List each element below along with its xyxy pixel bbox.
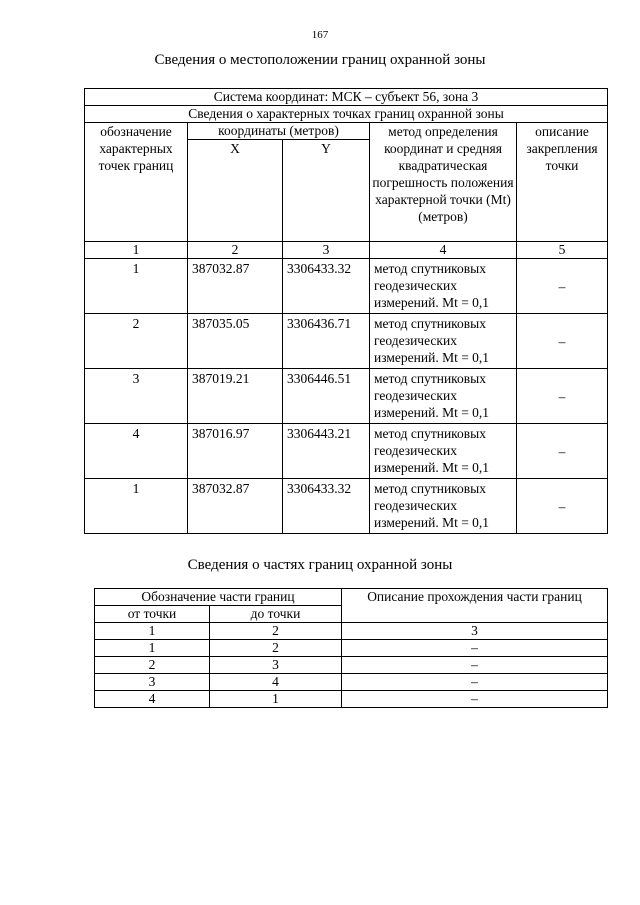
- page-number: 167: [311, 29, 329, 41]
- header-point: обозначение характерных точек границ: [85, 123, 188, 242]
- from-point: 2: [95, 657, 210, 674]
- col-number: 2: [210, 623, 342, 640]
- part-desc: –: [342, 674, 608, 691]
- col-number: 3: [342, 623, 608, 640]
- coord-x: 387032.87: [188, 259, 283, 314]
- to-point: 4: [210, 674, 342, 691]
- points-subheader: Сведения о характерных точках границ охранной зоны: [85, 106, 608, 123]
- coord-y: 3306443.21: [283, 424, 370, 479]
- point-number: 1: [85, 259, 188, 314]
- method: метод спутниковых геодезических измерений. Mt = 0,1: [370, 369, 517, 424]
- col-number: 2: [188, 242, 283, 259]
- table-row: [85, 314, 608, 369]
- coord-x: 387032.87: [188, 479, 283, 534]
- col-number: 1: [85, 242, 188, 259]
- to-point: 3: [210, 657, 342, 674]
- col-number: 1: [95, 623, 210, 640]
- coord-x: 387035.05: [188, 314, 283, 369]
- from-point: 1: [95, 640, 210, 657]
- coord-x: 387016.97: [188, 424, 283, 479]
- table-row: [85, 369, 608, 424]
- section2-title: Сведения о частях границ охранной зоны: [187, 557, 453, 573]
- header-method: метод определения координат и средняя квадратическая погрешность положения характерной точки (Mt) (метров): [370, 123, 517, 242]
- header-to: до точки: [210, 606, 342, 623]
- point-desc: –: [517, 479, 608, 534]
- from-point: 4: [95, 691, 210, 708]
- header-part: Обозначение части границ: [95, 589, 342, 606]
- boundary-parts-table: [94, 588, 608, 708]
- table-row: [95, 640, 608, 657]
- col-number: 5: [517, 242, 608, 259]
- coordinate-system: Система координат: МСК – субъект 56, зона 3: [85, 89, 608, 106]
- point-number: 2: [85, 314, 188, 369]
- point-number: 4: [85, 424, 188, 479]
- table-row: [95, 691, 608, 708]
- point-number: 1: [85, 479, 188, 534]
- table-row: [85, 424, 608, 479]
- point-desc: –: [517, 424, 608, 479]
- coord-y: 3306436.71: [283, 314, 370, 369]
- header-part-desc: Описание прохождения части границ: [342, 589, 608, 623]
- part-desc: –: [342, 691, 608, 708]
- header-y: Y: [283, 140, 370, 242]
- header-from: от точки: [95, 606, 210, 623]
- method: метод спутниковых геодезических измерений. Mt = 0,1: [370, 259, 517, 314]
- table-row: [95, 674, 608, 691]
- method: метод спутниковых геодезических измерений. Mt = 0,1: [370, 424, 517, 479]
- method: метод спутниковых геодезических измерений. Mt = 0,1: [370, 314, 517, 369]
- point-desc: –: [517, 369, 608, 424]
- part-desc: –: [342, 640, 608, 657]
- table-row: [85, 259, 608, 314]
- table-row: [85, 479, 608, 534]
- to-point: 2: [210, 640, 342, 657]
- header-x: X: [188, 140, 283, 242]
- col-number: 4: [370, 242, 517, 259]
- point-desc: –: [517, 314, 608, 369]
- section1-title: Сведения о местоположении границ охранной зоны: [154, 52, 486, 68]
- from-point: 3: [95, 674, 210, 691]
- table-row: [95, 657, 608, 674]
- method: метод спутниковых геодезических измерений. Mt = 0,1: [370, 479, 517, 534]
- header-desc: описание закрепления точки: [517, 123, 608, 242]
- coord-x: 387019.21: [188, 369, 283, 424]
- boundary-points-table: [84, 88, 608, 534]
- header-coords: координаты (метров): [188, 123, 370, 140]
- point-desc: –: [517, 259, 608, 314]
- coord-y: 3306446.51: [283, 369, 370, 424]
- to-point: 1: [210, 691, 342, 708]
- coord-y: 3306433.32: [283, 259, 370, 314]
- part-desc: –: [342, 657, 608, 674]
- col-number: 3: [283, 242, 370, 259]
- coord-y: 3306433.32: [283, 479, 370, 534]
- point-number: 3: [85, 369, 188, 424]
